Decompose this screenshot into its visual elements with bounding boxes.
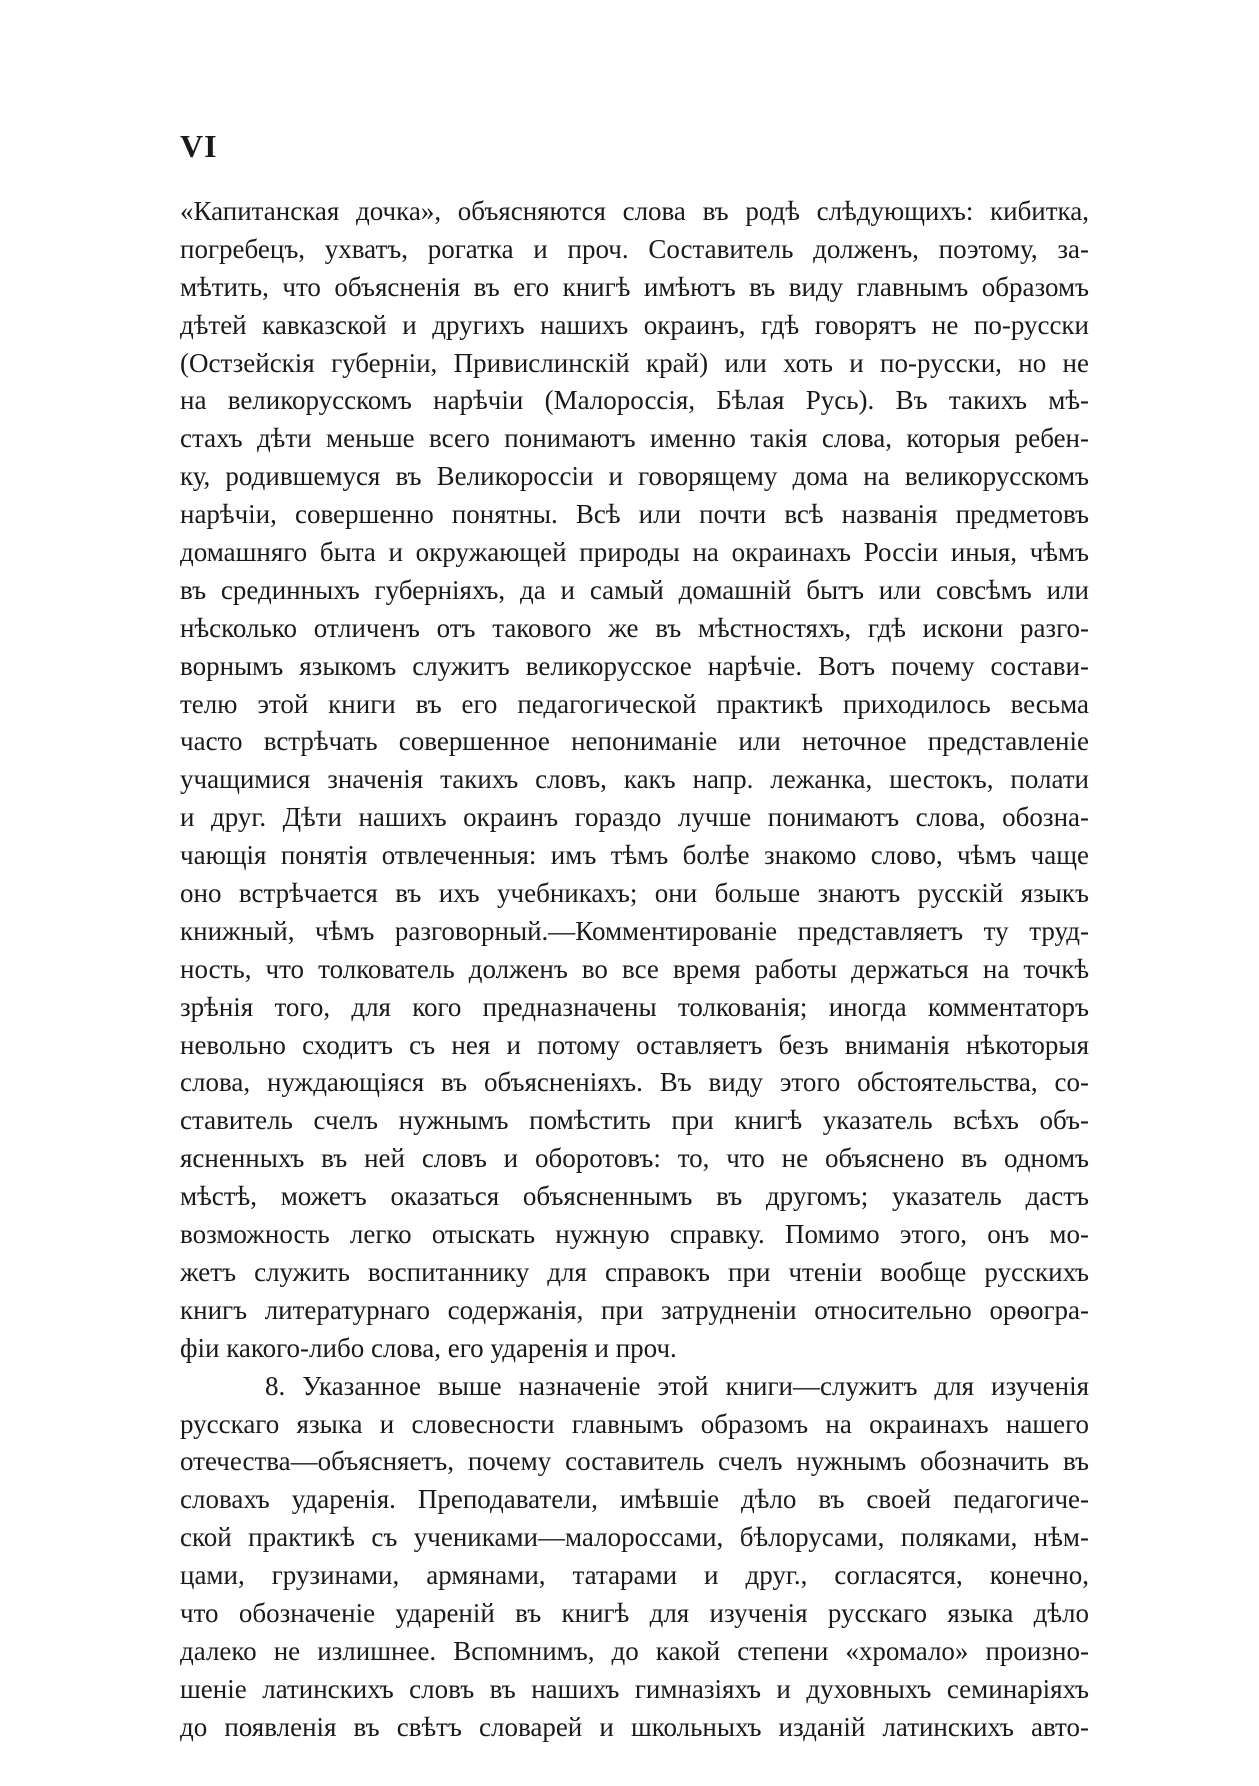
text-line: и друг. Дѣти нашихъ окраинъ гораздо лучше понимаютъ слова, обозна- — [180, 802, 1089, 833]
text-line: невольно сходитъ съ нея и потому оставляетъ безъ вниманія нѣкоторыя — [180, 1029, 1089, 1060]
text-line: мѣтить, что объясненія въ его книгѣ имѣютъ въ виду главнымъ образомъ — [180, 271, 1089, 302]
text-line: ясненныхъ въ ней словъ и оборотовъ: то, что не объяснено въ одномъ — [180, 1143, 1089, 1174]
text-line: далеко не излишнее. Вспомнимъ, до какой степени «хромало» произно- — [180, 1635, 1089, 1666]
text-line: книгъ литературнаго содержанія, при затрудненіи относительно орѳогра- — [180, 1294, 1089, 1325]
text-line: стахъ дѣти меньше всего понимаютъ именно такія слова, которыя ребен- — [180, 423, 1089, 454]
text-line: въ срединныхъ губерніяхъ, да и самый домашній бытъ или совсѣмъ или — [180, 574, 1089, 605]
page-number: VI — [180, 128, 218, 164]
text-line: жетъ служить воспитаннику для справокъ при чтеніи вообще русскихъ — [180, 1256, 1089, 1287]
text-line: ность, что толкователь долженъ во все время работы держаться на точкѣ — [180, 953, 1089, 984]
text-line: телю этой книги въ его педагогической практикѣ приходилось весьма — [180, 688, 1089, 719]
text-line: книжный, чѣмъ разговорный.—Комментированіе представляетъ ту труд- — [180, 915, 1089, 946]
paragraph-first-line: 8. Указанное выше назначеніе этой книги—служитъ для изученія — [265, 1370, 1089, 1401]
text-line: что обозначеніе удареній въ книгѣ для изученія русскаго языка дѣло — [180, 1597, 1089, 1628]
text-line: дѣтей кавказской и другихъ нашихъ окраинъ, гдѣ говорятъ не по-русски — [180, 309, 1089, 340]
text-line: часто встрѣчать совершенное непониманіе или неточное представленіе — [180, 726, 1089, 757]
text-line: слова, нуждающіяся въ объясненіяхъ. Въ виду этого обстоятельства, со- — [180, 1067, 1089, 1098]
text-line: фіи какого-либо слова, его ударенія и проч. — [180, 1332, 677, 1363]
text-line: ставитель счелъ нужнымъ помѣстить при книгѣ указатель всѣхъ объ- — [180, 1105, 1089, 1136]
text-line: учащимися значенія такихъ словъ, какъ напр. лежанка, шестокъ, полати — [180, 764, 1089, 795]
text-line: погребецъ, ухватъ, рогатка и проч. Составитель долженъ, поэтому, за- — [180, 233, 1089, 264]
text-line: (Остзейскія губерніи, Привислинскій край) или хоть и по-русски, но не — [180, 347, 1089, 378]
text-line: отечества—объясняетъ, почему составитель счелъ нужнымъ обозначить въ — [180, 1446, 1089, 1477]
text-line: «Капитанская дочка», объясняются слова въ родѣ слѣдующихъ: кибитка, — [180, 196, 1089, 226]
text-line: чающія понятія отвлеченныя: имъ тѣмъ болѣе знакомо слово, чѣмъ чаще — [180, 840, 1089, 871]
body-text — [180, 193, 1089, 1747]
text-line: ку, родившемуся въ Великороссіи и говорящему дома на великорусскомъ — [180, 461, 1089, 492]
text-line: оно встрѣчается въ ихъ учебникахъ; они больше знаютъ русскій языкъ — [180, 878, 1089, 909]
text-line: домашняго быта и окружающей природы на окраинахъ Россіи иныя, чѣмъ — [180, 537, 1089, 568]
text-line: мѣстѣ, можетъ оказаться объясненнымъ въ другомъ; указатель дастъ — [180, 1181, 1089, 1212]
text-line: цами, грузинами, армянами, татарами и друг., согласятся, конечно, — [180, 1560, 1089, 1591]
text-line: словахъ ударенія. Преподаватели, имѣвшіе дѣло въ своей педагогиче- — [180, 1484, 1089, 1515]
text-line: ской практикѣ съ учениками—малороссами, бѣлорусами, поляками, нѣм- — [180, 1522, 1089, 1553]
text-line: возможность легко отыскать нужную справку. Помимо этого, онъ мо- — [180, 1219, 1089, 1250]
text-line: нѣсколько отличенъ отъ такового же въ мѣстностяхъ, гдѣ искони разго- — [180, 612, 1089, 643]
text-line: русскаго языка и словесности главнымъ образомъ на окраинахъ нашего — [180, 1408, 1089, 1439]
text-line: ворнымъ языкомъ служитъ великорусское нарѣчіе. Вотъ почему состави- — [180, 650, 1089, 681]
text-line: до появленія въ свѣтъ словарей и школьныхъ изданій латинскихъ авто- — [180, 1711, 1089, 1742]
text-line: шеніе латинскихъ словъ въ нашихъ гимназіяхъ и духовныхъ семинаріяхъ — [180, 1673, 1089, 1704]
text-line: нарѣчіи, совершенно понятны. Всѣ или почти всѣ названія предметовъ — [180, 499, 1089, 530]
text-line: на великорусскомъ нарѣчіи (Малороссія, Бѣлая Русь). Въ такихъ мѣ- — [180, 385, 1089, 416]
text-line: зрѣнія того, для кого предназначены толкованія; иногда комментаторъ — [180, 991, 1089, 1022]
